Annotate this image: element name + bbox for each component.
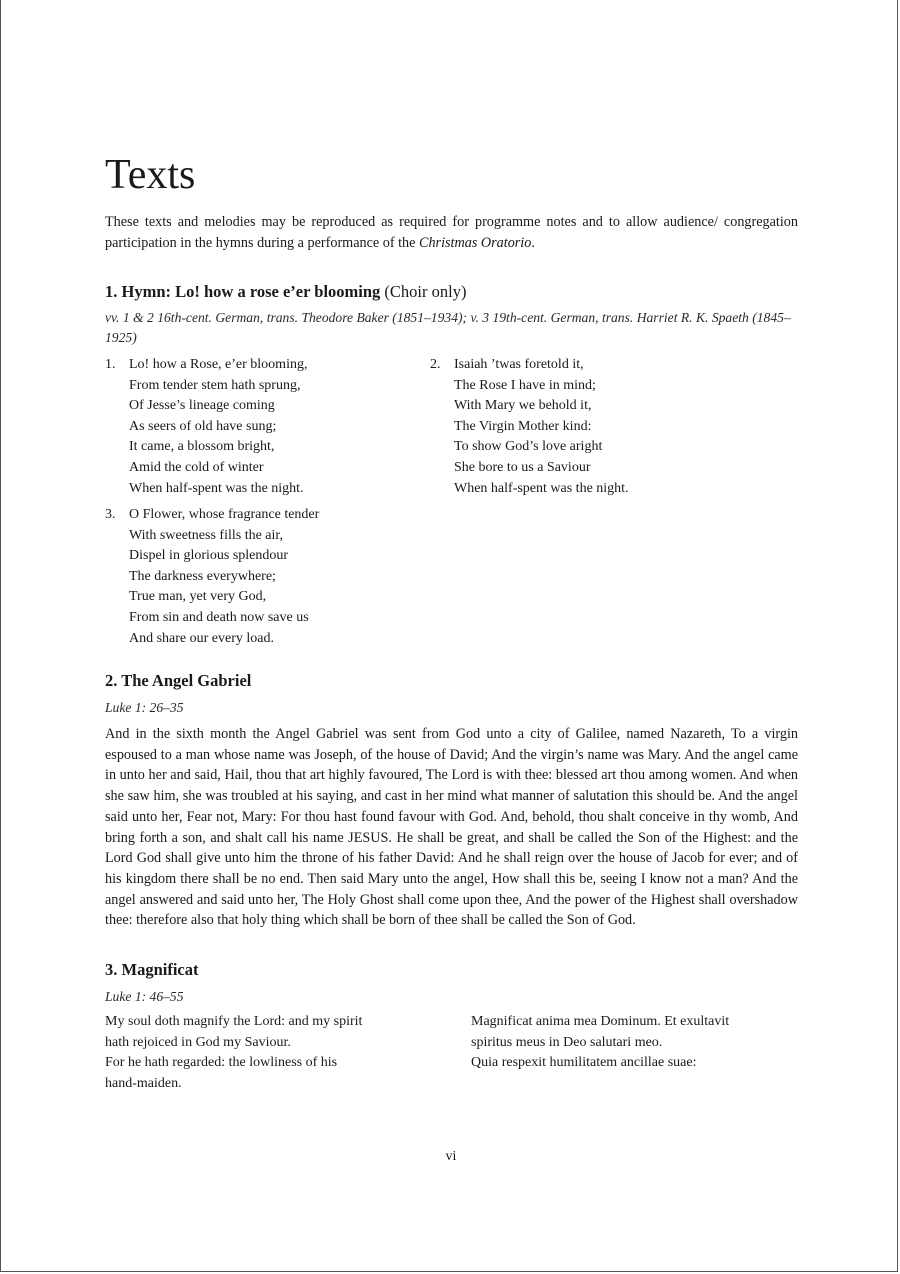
verse-line: With sweetness fills the air, bbox=[129, 527, 284, 543]
verse-3-number: 3. bbox=[105, 507, 116, 522]
verse-line: From tender stem hath sprung, bbox=[129, 377, 301, 393]
hymn-verses-top bbox=[105, 355, 798, 496]
english-line: hath rejoiced in God my Saviour. bbox=[105, 1034, 291, 1050]
verse-line: Of Jesse’s lineage coming bbox=[129, 398, 275, 414]
verse-line: O Flower, whose fragrance tender bbox=[129, 507, 320, 522]
section-2-text: And in the sixth month the Angel Gabriel was sent from God unto a city of Galilee, named Nazareth, To a virgin espoused to a man whose name was Joseph, of the house of David; And the virgin’s name was Mary. And the angel came in unto her and said, Hail, thou that art highly favoured, The Lord is with thee: blessed art thou among women. And when she saw him, she was troubled at his saying, and cast in her mind what manner of salutation this should be. And the angel said unto her, Fear not, Mary: For thou hast found favour with God. And, behold, thou shalt conceive in thy womb, And bring forth a son, and shalt call his name JESUS. He shall be great, and shall be called the Son of the Highest: and the Lord God shall give unto him the throne of his father David: And he shall reign over the house of Jacob for ever; and of his kingdom there shall be no end. Then said Mary unto the angel, How shall this be, seeing I know not a man? And the angel answered and said unto her, The Holy Ghost shall come upon thee, And the power of the Highest shall overshadow thee: therefore also that holy thing which shall be born of thee shall be called the Son of God. bbox=[105, 726, 798, 929]
latin-line: Quia respexit humilitatem ancillae suae: bbox=[471, 1055, 697, 1071]
magnificat-latin bbox=[471, 1012, 729, 1074]
english-line: For he hath regarded: the lowliness of his bbox=[105, 1055, 338, 1071]
magnificat-english bbox=[105, 1012, 362, 1094]
section-1-note: (Choir only) bbox=[380, 282, 467, 301]
english-line: hand-maiden. bbox=[105, 1075, 182, 1091]
magnificat-columns bbox=[105, 1012, 798, 1102]
section-1-heading bbox=[105, 281, 798, 303]
section-2-source: Luke 1: 26–35 bbox=[105, 700, 184, 715]
verse-line: Isaiah ’twas foretold it, bbox=[454, 357, 584, 372]
verse-line: As seers of old have sung; bbox=[129, 418, 277, 434]
verse-line: Dispel in glorious splendour bbox=[129, 548, 289, 564]
content bbox=[105, 150, 798, 1102]
english-line: My soul doth magnify the Lord: and my spirit bbox=[105, 1014, 363, 1030]
page-number: vi bbox=[445, 1149, 457, 1164]
verse-line: To show God’s love aright bbox=[454, 439, 603, 455]
section-angel-gabriel bbox=[105, 670, 798, 931]
section-magnificat bbox=[105, 959, 798, 1102]
verse-1-number: 1. bbox=[105, 357, 116, 372]
section-2-heading: 2. The Angel Gabriel bbox=[105, 671, 252, 690]
verse-2-number: 2. bbox=[430, 357, 441, 372]
verse-line: Lo! how a Rose, e’er blooming, bbox=[129, 357, 308, 372]
verse-line: From sin and death now save us bbox=[129, 609, 309, 625]
section-3-heading: 3. Magnificat bbox=[105, 960, 199, 980]
hymn-verses-bottom bbox=[105, 505, 798, 646]
verse-2-lines bbox=[454, 355, 629, 499]
intro-end: . bbox=[531, 234, 535, 251]
verse-line: True man, yet very God, bbox=[129, 589, 267, 605]
verse-line: When half-spent was the night. bbox=[454, 480, 629, 496]
latin-line: spiritus meus in Deo salutari meo. bbox=[471, 1034, 663, 1050]
verse-line: With Mary we behold it, bbox=[454, 398, 592, 414]
intro-italic-title: Christmas Oratorio bbox=[419, 234, 532, 251]
intro-paragraph bbox=[105, 212, 798, 253]
section-1-source: vv. 1 & 2 16th-cent. German, trans. Theodore Baker (1851–1934); v. 3 19th-cent. German, trans. Harriet R. K. Spaeth (1845–1925) bbox=[105, 310, 791, 345]
verse-line: When half-spent was the night. bbox=[129, 480, 304, 496]
section-3-source: Luke 1: 46–55 bbox=[105, 989, 184, 1005]
latin-line: Magnificat anima mea Dominum. Et exultavit bbox=[471, 1014, 730, 1030]
verse-line: And share our every load. bbox=[129, 630, 275, 646]
section-1-title: 1. Hymn: Lo! how a rose e’er blooming bbox=[105, 282, 381, 301]
verse-3-lines bbox=[129, 505, 319, 649]
verse-line: It came, a blossom bright, bbox=[129, 439, 275, 455]
intro-text: These texts and melodies may be reproduced as required for programme notes and to allow audience/ congregation participation in the hymns during a performance of the bbox=[105, 214, 798, 251]
page-title: Texts bbox=[105, 152, 196, 198]
verse-line: The Rose I have in mind; bbox=[454, 377, 596, 393]
verse-1-lines bbox=[129, 355, 307, 499]
verse-line: She bore to us a Saviour bbox=[454, 459, 591, 475]
verse-line: The darkness everywhere; bbox=[129, 568, 276, 584]
verse-line: The Virgin Mother kind: bbox=[454, 418, 592, 434]
verse-line: Amid the cold of winter bbox=[129, 459, 264, 475]
section-hymn bbox=[105, 281, 798, 646]
